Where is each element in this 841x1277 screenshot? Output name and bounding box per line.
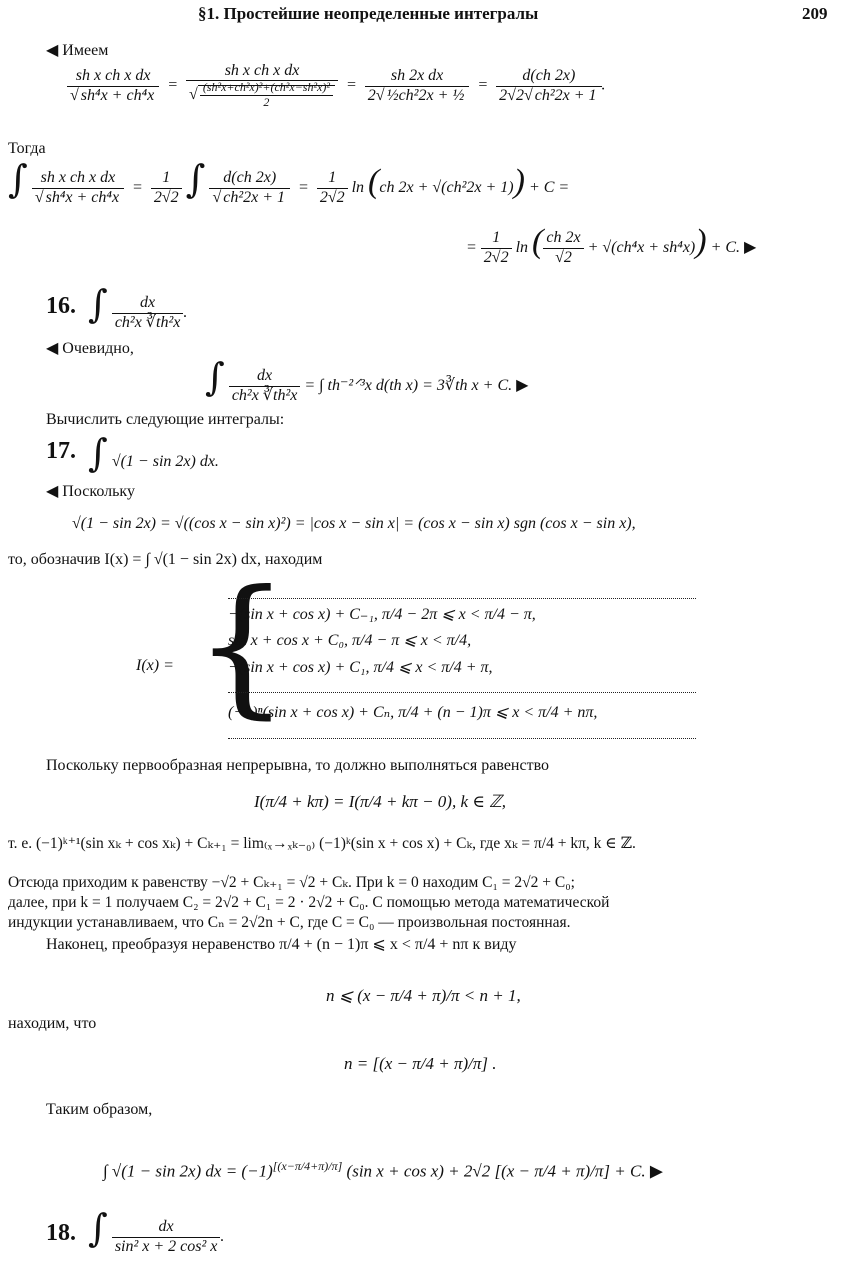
continuity-equation: I(π/4 + kπ) = I(π/4 + kπ − 0), k ∈ ℤ, <box>254 792 506 811</box>
line-otsyuda: Отсюда приходим к равенству −√2 + Cₖ₊₁ = √2 + Cₖ. При k = 0 находим C₁ = 2√2 + C₀; <box>8 874 575 891</box>
problem-number-16: 16. <box>46 293 76 319</box>
section-header: §1. Простейшие неопределенные интегралы <box>198 4 539 23</box>
equation-row-2: ∫ $\frac{\text{sh x ch x dx}}{\text{√ sh⁴x + ch⁴x}}$ = $\frac{1}{2√2}$ ∫ $\frac{d(ch 2x)}{\text{√ ch²2x + 1}}$ = $\frac{1}{2√2}$ ln (ch 2x + √(ch²2x + 1)) + C = <box>8 157 570 206</box>
togda-label: Тогда <box>8 140 46 157</box>
page-number: 209 <box>802 4 828 23</box>
problem-number-17: 17. <box>46 438 76 464</box>
continuity-text: Поскольку первообразная непрерывна, то должно выполняться равенство <box>46 757 550 774</box>
problem-number-18: 18. <box>46 1220 76 1246</box>
problem-17-line2: то, обозначив I(x) = ∫ √(1 − sin 2x) dx, находим <box>8 551 323 568</box>
cases-brace: { <box>194 559 290 733</box>
line-te: т. е. (−1)ᵏ⁺¹(sin xₖ + cos xₖ) + Cₖ₊₁ = lim₍ₓ→ₓₖ₋₀₎ (−1)ᵏ(sin x + cos x) + Cₖ, где xₖ = π/4 + kπ, k ∈ ℤ. <box>8 835 636 852</box>
case-line: −(sin x + cos x) + C₋₁, π/4 − 2π ⩽ x < π/4 − π, <box>228 606 536 623</box>
exercise-intro: Вычислить следующие интегралы: <box>46 411 285 428</box>
line-nakonets: Наконец, преобразуя неравенство π/4 + (n − 1)π ⩽ x < π/4 + nπ к виду <box>46 936 517 953</box>
case-line: −(sin x + cos x) + C₁, π/4 ⩽ x < π/4 + π, <box>228 659 493 676</box>
cases-dots-top <box>228 598 696 599</box>
n-floor-equation: n = [(x − π/4 + π)/π] . <box>344 1054 497 1073</box>
takim-obrazom: Таким образом, <box>46 1101 153 1118</box>
problem-17-eq1: √(1 − sin 2x) = √((cos x − sin x)²) = |cos x − sin x| = (cos x − sin x) sgn (cos x − sin x), <box>72 515 636 532</box>
cases-dots-bottom <box>228 738 696 739</box>
problem-16-solution: ∫ $\frac{dx}{\text{ch²x ∛th²x}}$ = ∫ th⁻²ᐟ³x d(th x) = 3∛th x + C. ▶ <box>205 355 529 404</box>
line-dalee: далее, при k = 1 получаем C₂ = 2√2 + C₁ = 2 · 2√2 + C₀. С помощью метода математической <box>8 894 610 911</box>
equation-row-3: = $\frac{1}{2√2}$ ln ( $\frac{ch 2x}{√2}$ + √(ch⁴x + sh⁴x)) + C. ▶ <box>466 223 757 266</box>
inequality-n: n ⩽ (x − π/4 + π)/π < n + 1, <box>326 986 521 1005</box>
ochevidno-label: ◀ Очевидно, <box>46 340 134 357</box>
ix-label: I(x) = <box>136 657 174 674</box>
nahodim-label: находим, что <box>8 1015 97 1032</box>
problem-17-integral: ∫ √(1 − sin 2x) dx. <box>88 431 219 475</box>
case-line: (−1)ⁿ(sin x + cos x) + Cₙ, π/4 + (n − 1)π ⩽ x < π/4 + nπ, <box>228 704 598 721</box>
problem-18-integral: ∫ $\frac{dx}{\text{sin² x + 2 cos² x}}$ . <box>88 1206 225 1255</box>
final-answer-17: ∫ √(1 − sin 2x) dx = (−1)[(x−π/4+π)/π] (sin x + cos x) + 2√2 [(x − π/4 + π)/π] + C. ▶ <box>103 1159 663 1181</box>
problem-16-integral: ∫ $\frac{dx}{\text{ch²x ∛th²x}}$ . <box>88 282 188 331</box>
equation-row-1: $\frac{\text{sh x ch x dx}}{\text{√ sh⁴x + ch⁴x}}$ = sh x ch x dx √ $\frac{\text{(sh²x+ch²x)²+(ch²x−sh²x)²}}{2}$ = $\frac{\text{sh 2x dx}}{\text{2√ ½ch²2x + ½}}$ = $\frac{d(ch 2x)}{\text{2√2√ ch²2x + 1}}$ . <box>67 62 606 110</box>
cases-dots-mid <box>228 692 696 693</box>
poskolku-label: ◀ Поскольку <box>46 483 135 500</box>
solution-marker-imeem: ◀ Имеем <box>46 42 109 59</box>
case-line: sin x + cos x + C₀, π/4 − π ⩽ x < π/4, <box>228 632 472 649</box>
line-induktsii: индукции устанавливаем, что Cₙ = 2√2n + C, где C = C₀ — произвольная постоянная. <box>8 914 571 931</box>
